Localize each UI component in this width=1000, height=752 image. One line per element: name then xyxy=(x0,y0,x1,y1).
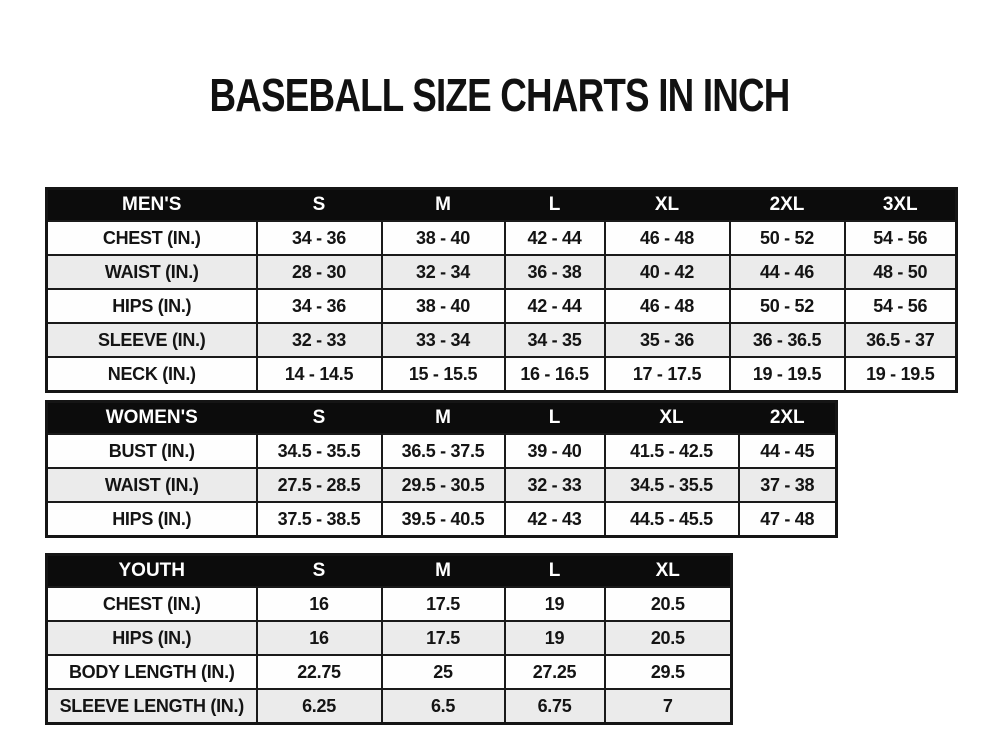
size-value-cell: 34 - 36 xyxy=(257,289,382,323)
row-label: CHEST (IN.) xyxy=(47,587,257,621)
size-value-cell: 39.5 - 40.5 xyxy=(382,502,505,537)
size-value-cell: 36 - 36.5 xyxy=(730,323,845,357)
size-value-cell: 54 - 56 xyxy=(845,289,957,323)
size-value-cell: 36 - 38 xyxy=(505,255,605,289)
table-row xyxy=(47,289,957,323)
column-header-s: S xyxy=(257,189,382,222)
size-value-cell: 25 xyxy=(382,655,505,689)
size-value-cell: 36.5 - 37 xyxy=(845,323,957,357)
column-header-xl: XL xyxy=(605,402,739,435)
size-value-cell: 27.5 - 28.5 xyxy=(257,468,382,502)
size-value-cell: 50 - 52 xyxy=(730,289,845,323)
size-value-cell: 35 - 36 xyxy=(605,323,730,357)
size-value-cell: 29.5 - 30.5 xyxy=(382,468,505,502)
size-value-cell: 44 - 45 xyxy=(739,434,837,468)
size-value-cell: 16 xyxy=(257,621,382,655)
table-row xyxy=(47,255,957,289)
table-row xyxy=(47,357,957,392)
row-label: SLEEVE (IN.) xyxy=(47,323,257,357)
womens-header-row xyxy=(47,402,837,435)
size-value-cell: 32 - 33 xyxy=(505,468,605,502)
size-value-cell: 41.5 - 42.5 xyxy=(605,434,739,468)
mens-size-table xyxy=(45,187,958,393)
column-header-m: M xyxy=(382,189,505,222)
size-value-cell: 34.5 - 35.5 xyxy=(257,434,382,468)
size-value-cell: 16 - 16.5 xyxy=(505,357,605,392)
size-value-cell: 20.5 xyxy=(605,621,732,655)
column-header-xl: XL xyxy=(605,189,730,222)
size-value-cell: 19 xyxy=(505,621,605,655)
size-value-cell: 14 - 14.5 xyxy=(257,357,382,392)
row-label: HIPS (IN.) xyxy=(47,621,257,655)
size-value-cell: 42 - 43 xyxy=(505,502,605,537)
mens-table-title: MEN'S xyxy=(47,189,257,222)
size-value-cell: 38 - 40 xyxy=(382,221,505,255)
column-header-xl: XL xyxy=(605,555,732,588)
size-value-cell: 47 - 48 xyxy=(739,502,837,537)
row-label: HIPS (IN.) xyxy=(47,289,257,323)
size-value-cell: 7 xyxy=(605,689,732,724)
youth-size-table xyxy=(45,553,733,725)
size-value-cell: 33 - 34 xyxy=(382,323,505,357)
youth-header-row xyxy=(47,555,732,588)
size-value-cell: 34 - 36 xyxy=(257,221,382,255)
column-header-2xl: 2XL xyxy=(730,189,845,222)
size-value-cell: 32 - 34 xyxy=(382,255,505,289)
row-label: BUST (IN.) xyxy=(47,434,257,468)
page-title xyxy=(0,68,1000,122)
row-label: CHEST (IN.) xyxy=(47,221,257,255)
size-value-cell: 19 - 19.5 xyxy=(845,357,957,392)
size-value-cell: 19 xyxy=(505,587,605,621)
size-value-cell: 39 - 40 xyxy=(505,434,605,468)
size-value-cell: 44.5 - 45.5 xyxy=(605,502,739,537)
size-value-cell: 17 - 17.5 xyxy=(605,357,730,392)
table-row xyxy=(47,655,732,689)
row-label: WAIST (IN.) xyxy=(47,468,257,502)
size-value-cell: 16 xyxy=(257,587,382,621)
womens-table-title: WOMEN'S xyxy=(47,402,257,435)
column-header-m: M xyxy=(382,402,505,435)
row-label: NECK (IN.) xyxy=(47,357,257,392)
column-header-2xl: 2XL xyxy=(739,402,837,435)
womens-size-table xyxy=(45,400,838,538)
size-value-cell: 28 - 30 xyxy=(257,255,382,289)
table-row xyxy=(47,221,957,255)
size-value-cell: 46 - 48 xyxy=(605,221,730,255)
size-value-cell: 34 - 35 xyxy=(505,323,605,357)
column-header-l: L xyxy=(505,189,605,222)
column-header-l: L xyxy=(505,555,605,588)
size-value-cell: 38 - 40 xyxy=(382,289,505,323)
table-row xyxy=(47,502,837,537)
table-row xyxy=(47,434,837,468)
size-value-cell: 20.5 xyxy=(605,587,732,621)
size-value-cell: 42 - 44 xyxy=(505,221,605,255)
column-header-m: M xyxy=(382,555,505,588)
size-value-cell: 27.25 xyxy=(505,655,605,689)
size-value-cell: 32 - 33 xyxy=(257,323,382,357)
size-value-cell: 17.5 xyxy=(382,587,505,621)
size-value-cell: 37 - 38 xyxy=(739,468,837,502)
row-label: HIPS (IN.) xyxy=(47,502,257,537)
size-value-cell: 36.5 - 37.5 xyxy=(382,434,505,468)
row-label: SLEEVE LENGTH (IN.) xyxy=(47,689,257,724)
table-row xyxy=(47,621,732,655)
size-value-cell: 29.5 xyxy=(605,655,732,689)
size-value-cell: 48 - 50 xyxy=(845,255,957,289)
column-header-s: S xyxy=(257,555,382,588)
size-value-cell: 6.25 xyxy=(257,689,382,724)
size-value-cell: 54 - 56 xyxy=(845,221,957,255)
page-title-text: BASEBALL SIZE CHARTS IN INCH xyxy=(209,69,791,121)
column-header-s: S xyxy=(257,402,382,435)
youth-table-title: YOUTH xyxy=(47,555,257,588)
size-value-cell: 19 - 19.5 xyxy=(730,357,845,392)
size-value-cell: 42 - 44 xyxy=(505,289,605,323)
size-value-cell: 34.5 - 35.5 xyxy=(605,468,739,502)
size-value-cell: 6.75 xyxy=(505,689,605,724)
table-row xyxy=(47,587,732,621)
size-value-cell: 50 - 52 xyxy=(730,221,845,255)
table-row xyxy=(47,689,732,724)
size-value-cell: 17.5 xyxy=(382,621,505,655)
table-row xyxy=(47,323,957,357)
mens-header-row xyxy=(47,189,957,222)
size-value-cell: 15 - 15.5 xyxy=(382,357,505,392)
size-value-cell: 40 - 42 xyxy=(605,255,730,289)
size-value-cell: 22.75 xyxy=(257,655,382,689)
column-header-3xl: 3XL xyxy=(845,189,957,222)
row-label: WAIST (IN.) xyxy=(47,255,257,289)
table-row xyxy=(47,468,837,502)
size-value-cell: 46 - 48 xyxy=(605,289,730,323)
size-value-cell: 6.5 xyxy=(382,689,505,724)
size-value-cell: 37.5 - 38.5 xyxy=(257,502,382,537)
size-value-cell: 44 - 46 xyxy=(730,255,845,289)
row-label: BODY LENGTH (IN.) xyxy=(47,655,257,689)
column-header-l: L xyxy=(505,402,605,435)
